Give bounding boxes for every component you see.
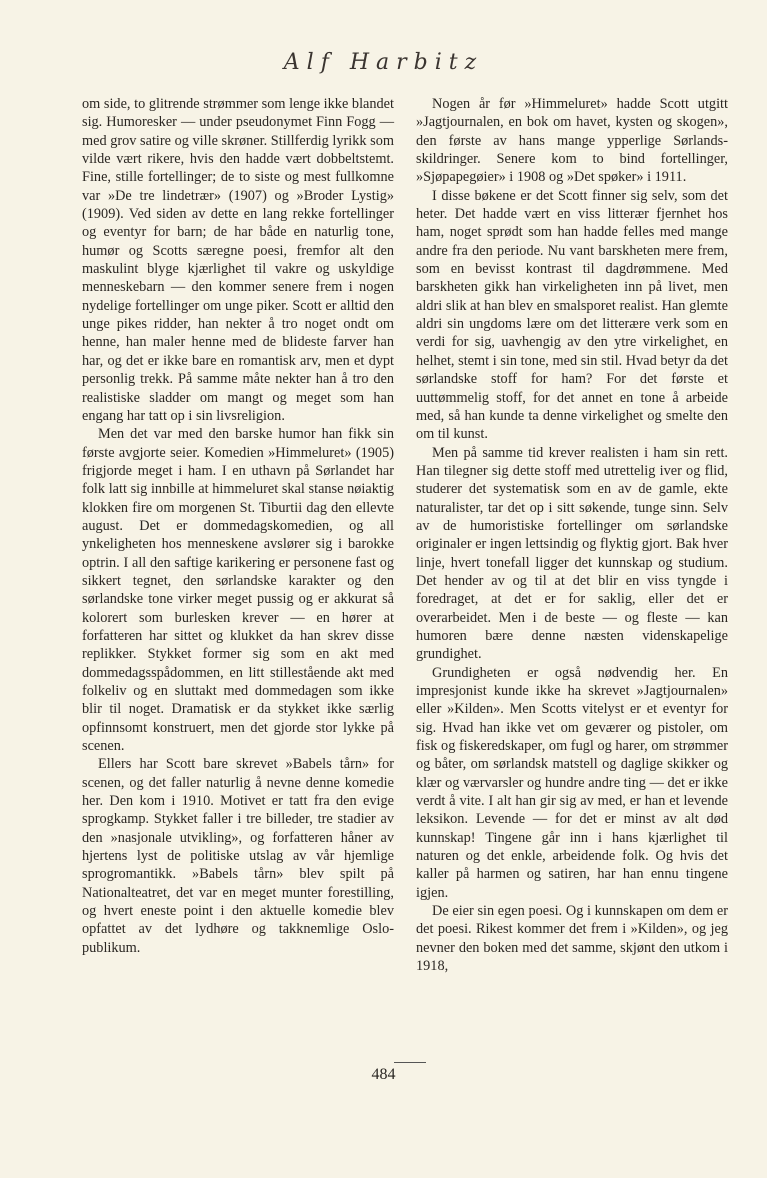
running-header: Alf Harbitz xyxy=(283,50,484,75)
paragraph: Men på samme tid krever realisten i ham sin rett. Han tilegner sig dette stoff med utrettelig iver og flid, studerer det systematisk som en av de gamle, ekte naturalister, tar det op i sitt søkende, tunge sinn. Selv av de humoristiske fortellinger om sørlandske originaler er ingen lettsindig og flyktig gjort. Bak hver linje, hvert tonefall ligger det kunnskap og studium. Det hender av og til at det blir en viss tyngde i foredraget, at det er for saklig, eller det er overarbeidet. Men i de beste — og fleste — kan humoren bære denne næsten videnskapelige grundighet. xyxy=(416,444,728,663)
paragraph: Men det var med den barske humor han fikk sin første avgjorte seier. Komedien »Himmeluret» (1905) frigjorde meget i ham. I en uthavn på Sørlandet har folk latt sig innbille at himmeluret skal stanse nøiaktig klokken fire om morgenen St. Tiburtii dag den ellevte august. Det er dommedagskomedien, og all ynkeligheten hos menneskene avslører sig i barokke optrin. I all den saftige karikering er personene fast og sikkert tegnet, den sørlandske karakter og den sørlandske tone virker meget pussig og er akkurat så kolorert som burlesken krever — en hører at forfatteren har sittet og klukket da han skrev disse replikker. Stykket former sig som en akt med dommedagsspådommen, en litt stillestående akt med folkeliv og en sluttakt med dommedagen som ikke blir til noget. Dramatisk er da stykket ikke særlig opfinnsomt konstruert, men det gjorde stor lykke på scenen. xyxy=(82,426,394,755)
paragraph: De eier sin egen poesi. Og i kunnskapen om dem er det poesi. Rikest kommer det frem i »Kilden», og jeg nevner den boken med det samme, skjønt den utkom i 1918, xyxy=(416,903,728,975)
paragraph: Grundigheten er også nødvendig her. En impresjonist kunde ikke ha skrevet »Jagtjournalen» eller »Kilden». Men Scotts vitelyst er et eventyr for sig. Hvad han ikke vet om geværer og pistoler, om fisk og fiskeredskaper, om fugl og harer, om strømmer og båter, om sørlandsk matstell og daglige skikker og klær og værvarsler og hundre andre ting — det er ikke verdt å vite. I alt han gir sig av med, er han et levende leksikon. Levende — for det er minst av alt død kunnskap! Tingene går inn i hans kjærlighet til naturen og det enkle, arbeidende folk. Og hvis det kaller på harmen og satiren, har han ennu tingene igjen. xyxy=(416,664,728,901)
page-number: 484 xyxy=(371,1066,396,1083)
paragraph: Nogen år før »Himmeluret» hadde Scott utgitt »Jagtjournalen, en bok om havet, kysten og skogen», den første av hans mange ypperlige Sørlands-skildringer. Senere kom to bind fortellinger, »Sjøpapegøier» i 1908 og »Det spøker» i 1911. xyxy=(416,96,728,186)
paragraph: Ellers har Scott bare skrevet »Babels tårn» for scenen, og det faller naturlig å nevne denne komedie her. Den kom i 1910. Motivet er tatt fra den evige sprogkamp. Stykket faller i tre billeder, tre stadier av den »nasjonale utvikling», og forfatteren håner av hjertens lyst de politiske utslag av vår hjemlige sprogromantikk. »Babels tårn» blev spilt på Nationalteatret, det var en meget munter forestilling, og hvert eneste point i den aktuelle komedie blev opfattet av det lydhøre og takknemlige Oslo-publikum. xyxy=(82,756,394,956)
left-column xyxy=(82,95,394,957)
paragraph: I disse bøkene er det Scott finner sig selv, som det heter. Det hadde vært en viss litterær fjernhet hos ham, noget sprødt som han hadde felles med mange andre fra den periode. Nu vant barskheten mere frem, som en bevisst kontrast til dagdrømmene. Med barskheten gikk han virkeligheten inn på livet, men aldri slik at han blev en smalsporet realist. Han glemte aldri sin ungdoms lære om det litterære verk som en verdi for sig, uavhengig av den ytre virkelighet, en helhet, stemt i sin tone, med sin stil. Hvad betyr da det sørlandske stoff for ham? For det første et uuttømmelig stoff, for det annet en tone å arbeide med, så han kunde ta denne virkelighet og smelte den om til kunst. xyxy=(416,187,728,443)
footer-rule xyxy=(394,1062,426,1063)
paragraph: om side, to glitrende strømmer som lenge ikke blandet sig. Humoresker — under pseudonymet Finn Fogg — med grov satire og ville skrøner. Stillferdig lyrikk som vilde vært rikere, hvis den hadde vært dobbeltstemt. Fine, stille fortellinger; de to siste og mest fullkomne var »De tre lindetrær» (1907) og »Broder Lystig» (1909). Ved siden av dette en lang rekke fortellinger og eventyr for barn; de har både en naturlig tone, humør og Scotts særegne poesi, fremfor alt den maskulint blyge kjærlighet til vakre og uskyldige menneskebarn — den kommer senere frem i nogen nydelige fortellinger om unge piker. Scott er alltid den unge pikes ridder, han nekter å tro noget ondt om henne, han maler henne med de blideste farver han har, og det er ikke bare en romantisk arv, men et dypt personlig trekk. På samme måte nekter han å tro den realistiske sladder om mangt og meget som han engang har tatt op i sin livsreligion. xyxy=(82,96,394,424)
right-column xyxy=(416,95,728,976)
